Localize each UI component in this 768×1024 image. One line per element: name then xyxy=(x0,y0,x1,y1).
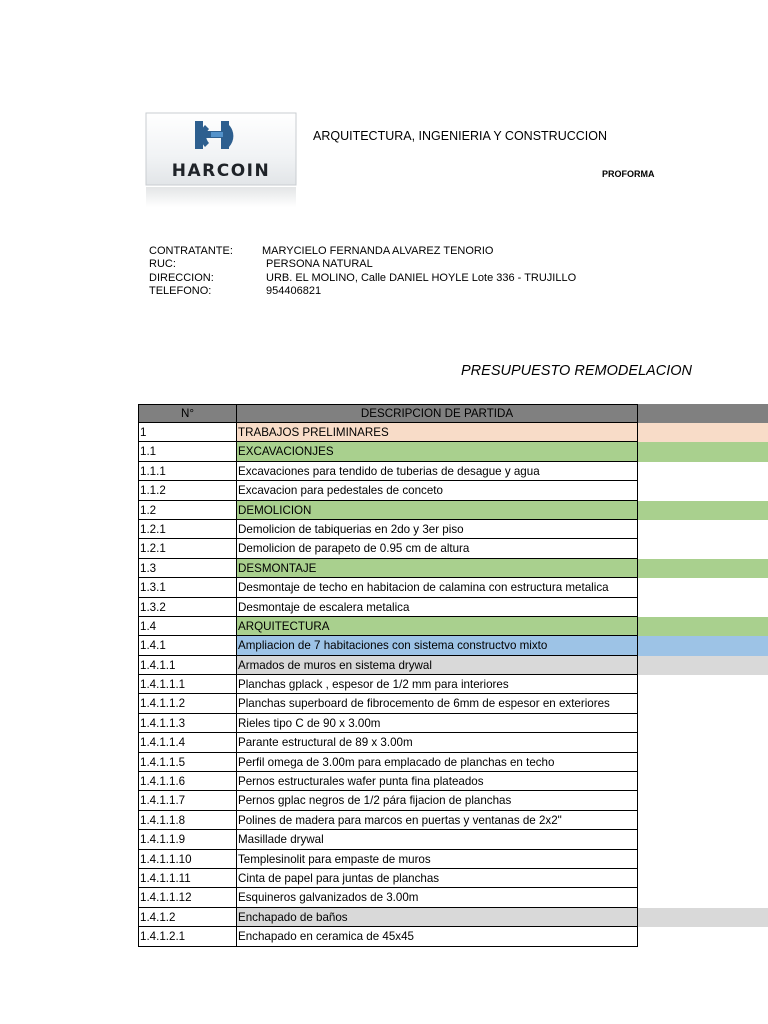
row-description: Planchas gplack , espesor de 1/2 mm para interiores xyxy=(237,675,638,694)
row-band xyxy=(638,636,768,655)
table-row xyxy=(138,830,768,849)
row-description: Desmontaje de escalera metalica xyxy=(237,598,638,617)
row-number: 1.2.1 xyxy=(138,520,237,539)
table-row xyxy=(138,733,768,752)
row-number: 1.4.1.1.5 xyxy=(138,753,237,772)
table-row xyxy=(138,714,768,733)
table-row xyxy=(138,501,768,520)
row-number: 1.4.1.1.11 xyxy=(138,869,237,888)
document-type: PROFORMA xyxy=(602,169,655,179)
row-band xyxy=(638,772,768,791)
row-band xyxy=(638,539,768,558)
row-description: Planchas superboard de fibrocemento de 6mm de espesor en exteriores xyxy=(237,694,638,713)
row-number: 1.1.1 xyxy=(138,462,237,481)
row-band xyxy=(638,850,768,869)
row-band xyxy=(638,617,768,636)
row-number: 1.2 xyxy=(138,501,237,520)
table-row xyxy=(138,791,768,810)
row-number: 1 xyxy=(138,423,237,442)
row-description: Esquineros galvanizados de 3.00m xyxy=(237,888,638,907)
row-band xyxy=(638,753,768,772)
client-labels xyxy=(149,245,233,299)
value-ruc: PERSONA NATURAL xyxy=(266,258,373,271)
row-number: 1.4.1.1.10 xyxy=(138,850,237,869)
row-number: 1.4.1.1.12 xyxy=(138,888,237,907)
row-description: Enchapado en ceramica de 45x45 xyxy=(237,927,638,946)
table-row xyxy=(138,539,768,558)
table-body xyxy=(138,423,768,947)
row-description: Masillade drywal xyxy=(237,830,638,849)
row-description: Excavaciones para tendido de tuberias de desague y agua xyxy=(237,462,638,481)
row-number: 1.4.1.1.7 xyxy=(138,791,237,810)
table-row xyxy=(138,753,768,772)
row-band xyxy=(638,520,768,539)
value-telefono: 954406821 xyxy=(266,285,322,298)
row-description: DEMOLICION xyxy=(237,501,638,520)
row-description: Excavacion para pedestales de conceto xyxy=(237,481,638,500)
row-band xyxy=(638,733,768,752)
row-number: 1.4.1.1.3 xyxy=(138,714,237,733)
row-description: Parante estructural de 89 x 3.00m xyxy=(237,733,638,752)
table-row xyxy=(138,442,768,461)
row-band xyxy=(638,481,768,500)
row-description: TRABAJOS PRELIMINARES xyxy=(237,423,638,442)
row-band xyxy=(638,888,768,907)
row-number: 1.4.1.2 xyxy=(138,908,237,927)
row-number: 1.1 xyxy=(138,442,237,461)
row-description: Enchapado de baños xyxy=(237,908,638,927)
table-row xyxy=(138,559,768,578)
row-number: 1.3 xyxy=(138,559,237,578)
row-description: Perfil omega de 3.00m para emplacado de planchas en techo xyxy=(237,753,638,772)
row-description: Polines de madera para marcos en puertas y ventanas de 2x2" xyxy=(237,811,638,830)
row-number: 1.4.1 xyxy=(138,636,237,655)
label-ruc: RUC: xyxy=(149,258,176,271)
row-band xyxy=(638,714,768,733)
row-number: 1.4 xyxy=(138,617,237,636)
table-row xyxy=(138,850,768,869)
table-row xyxy=(138,481,768,500)
table-row xyxy=(138,617,768,636)
company-name: ARQUITECTURA, INGENIERIA Y CONSTRUCCION xyxy=(313,129,608,143)
table-row xyxy=(138,520,768,539)
table-row xyxy=(138,908,768,927)
row-description: Desmontaje de techo en habitacion de calamina con estructura metalica xyxy=(237,578,638,597)
table-row xyxy=(138,772,768,791)
row-number: 1.4.1.1.1 xyxy=(138,675,237,694)
row-description: Rieles tipo C de 90 x 3.00m xyxy=(237,714,638,733)
row-number: 1.3.2 xyxy=(138,598,237,617)
row-band xyxy=(638,694,768,713)
row-description: Armados de muros en sistema drywal xyxy=(237,656,638,675)
row-number: 1.4.1.1.6 xyxy=(138,772,237,791)
label-contratante: CONTRATANTE: xyxy=(149,245,233,257)
value-direccion: URB. EL MOLINO, Calle DANIEL HOYLE Lote 336 - TRUJILLO xyxy=(266,271,577,284)
row-number: 1.4.1.2.1 xyxy=(138,927,237,946)
header-band xyxy=(638,404,768,423)
row-description: ARQUITECTURA xyxy=(237,617,638,636)
row-description: Templesinolit para empaste de muros xyxy=(237,850,638,869)
table-row xyxy=(138,636,768,655)
client-values xyxy=(262,245,576,299)
row-number: 1.4.1.1.2 xyxy=(138,694,237,713)
harcoin-wordmark xyxy=(172,161,270,181)
row-band xyxy=(638,598,768,617)
row-band xyxy=(638,462,768,481)
row-band xyxy=(638,927,768,946)
table-row xyxy=(138,578,768,597)
harcoin-logo-icon xyxy=(145,112,297,208)
svg-text:HARCOIN: HARCOIN xyxy=(171,161,271,181)
table-header xyxy=(138,404,768,423)
row-band xyxy=(638,811,768,830)
table-row xyxy=(138,888,768,907)
header-description: DESCRIPCION DE PARTIDA xyxy=(237,404,638,423)
row-number: 1.1.2 xyxy=(138,481,237,500)
row-band xyxy=(638,501,768,520)
row-description: EXCAVACIONJES xyxy=(237,442,638,461)
row-number: 1.4.1.1 xyxy=(138,656,237,675)
table-row xyxy=(138,656,768,675)
row-number: 1.4.1.1.9 xyxy=(138,830,237,849)
row-band xyxy=(638,656,768,675)
row-description: DESMONTAJE xyxy=(237,559,638,578)
row-band xyxy=(638,559,768,578)
row-description: Cinta de papel para juntas de planchas xyxy=(237,869,638,888)
row-description: Pernos estructurales wafer punta fina plateados xyxy=(237,772,638,791)
table-row xyxy=(138,869,768,888)
budget-table xyxy=(138,404,768,947)
row-description: Pernos gplac negros de 1/2 pára fijacion de planchas xyxy=(237,791,638,810)
row-description: Demolicion de parapeto de 0.95 cm de altura xyxy=(237,539,638,558)
table-row xyxy=(138,675,768,694)
table-row xyxy=(138,811,768,830)
budget-title: PRESUPUESTO REMODELACION xyxy=(461,363,692,379)
row-band xyxy=(638,423,768,442)
row-band xyxy=(638,578,768,597)
row-number: 1.4.1.1.4 xyxy=(138,733,237,752)
row-band xyxy=(638,908,768,927)
row-number: 1.3.1 xyxy=(138,578,237,597)
table-row xyxy=(138,423,768,442)
label-telefono: TELEFONO: xyxy=(149,285,212,298)
row-description: Demolicion de tabiquerias en 2do y 3er piso xyxy=(237,520,638,539)
row-band xyxy=(638,830,768,849)
label-direccion: DIRECCION: xyxy=(149,271,214,284)
table-row xyxy=(138,598,768,617)
table-row xyxy=(138,927,768,946)
row-band xyxy=(638,791,768,810)
company-logo xyxy=(145,112,297,208)
table-row xyxy=(138,462,768,481)
row-description: Ampliacion de 7 habitaciones con sistema constructvo mixto xyxy=(237,636,638,655)
value-contratante: MARYCIELO FERNANDA ALVAREZ TENORIO xyxy=(262,245,494,257)
header-number: N° xyxy=(138,404,237,423)
row-number: 1.4.1.1.8 xyxy=(138,811,237,830)
row-band xyxy=(638,442,768,461)
row-band xyxy=(638,869,768,888)
row-number: 1.2.1 xyxy=(138,539,237,558)
table-row xyxy=(138,694,768,713)
row-band xyxy=(638,675,768,694)
